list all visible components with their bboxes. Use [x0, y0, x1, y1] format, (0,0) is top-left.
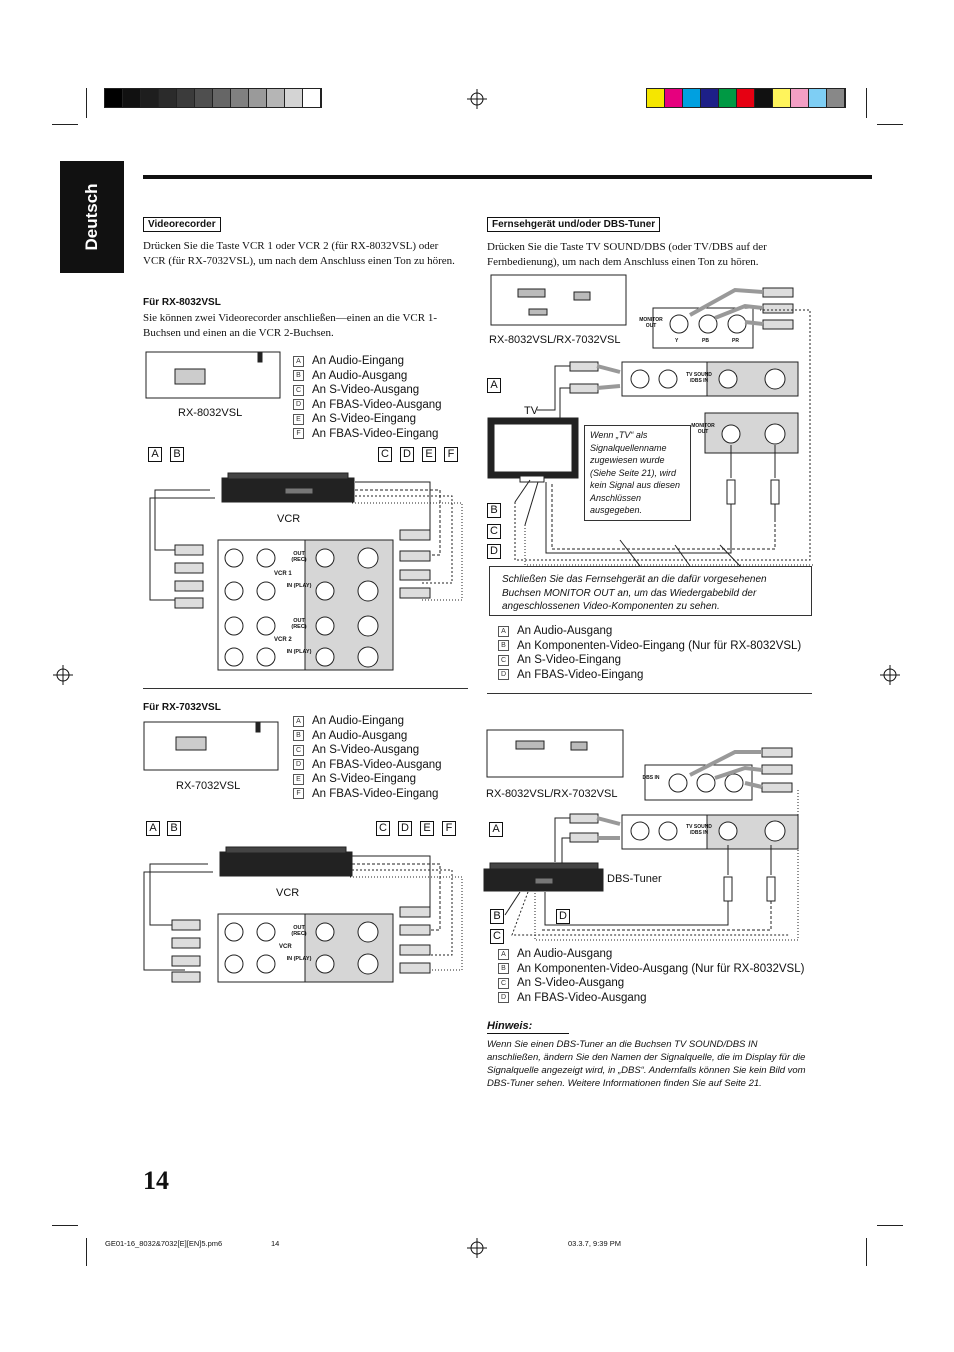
letter-d: D: [398, 821, 412, 836]
legend-key: C: [293, 745, 304, 756]
legend-key: B: [293, 370, 304, 381]
jack-label-tv-sound-dbs-in: TV SOUND /DBS IN: [686, 372, 712, 384]
legend-text: An S-Video-Ausgang: [312, 744, 420, 756]
rx8032-receiver-label: RX-8032VSL: [178, 407, 243, 419]
jack-label-pr: PR: [732, 338, 739, 344]
legend-key: D: [293, 399, 304, 410]
legend-key: A: [293, 356, 304, 367]
rx7032-title: Für RX-7032VSL: [143, 702, 221, 713]
legend-item: [498, 668, 801, 683]
letter-c: C: [487, 524, 501, 539]
jack-label-tv-sound-dbs-in: TV SOUND /DBS IN: [686, 824, 712, 836]
legend-text: An Audio-Ausgang: [312, 729, 408, 742]
dbs-legend: [498, 947, 804, 1005]
legend-item: [498, 976, 804, 991]
legend-key: D: [498, 992, 509, 1003]
hint-text: Wenn Sie einen DBS-Tuner an die Buchsen TV SOUND/DBS IN anschließen, ändern Sie den Namen der Signalquelle, die im Display für die Signalquelle angezeigt wird, in „DBS“. Andernfalls können Sie kein Bild vom DBS-Tuner sehen. Weitere Informationen finden Sie auf Seite 21.: [487, 1039, 806, 1089]
jack-label-out-rec: OUT (REC): [291, 618, 307, 630]
tv-name-callout: Wenn „TV“ als Signalquellenname zugewiesen wurde (Siehe Seite 21), wird kein Signal aus diesen Anschlüssen ausgegeben.: [584, 425, 691, 521]
letter-a: A: [146, 821, 160, 836]
legend-key: B: [293, 730, 304, 741]
rx8032-vcr-label: VCR: [277, 513, 301, 525]
legend-text: An Audio-Ausgang: [517, 625, 613, 637]
legend-item: [498, 639, 801, 654]
letter-c: C: [378, 447, 392, 462]
videorecorder-heading: Videorecorder: [143, 217, 221, 232]
legend-key: C: [293, 385, 304, 396]
legend-text: An Audio-Ausgang: [312, 369, 408, 382]
letter-d: D: [400, 447, 414, 462]
rx8032-title: Für RX-8032VSL: [143, 297, 221, 308]
monitor-out-callout: Schließen Sie das Fernsehgerät an die dafür vorgesehenen Buchsen MONITOR OUT an, um das Wiedergabebild der angeschlossenen Video-Komponenten zu sehen.: [489, 566, 812, 616]
legend-text: An FBAS-Video-Eingang: [312, 787, 439, 800]
legend-key: E: [293, 774, 304, 785]
legend-key: E: [293, 414, 304, 425]
letter-a: A: [148, 447, 162, 462]
dbs-receiver-label: RX-8032VSL/RX-7032VSL: [486, 788, 618, 800]
legend-key: F: [293, 788, 304, 799]
legend-text: An Audio-Ausgang: [517, 948, 613, 960]
legend-text: An S-Video-Ausgang: [517, 977, 625, 989]
jack-label-in-play: IN (PLAY): [286, 956, 312, 962]
tv-legend: [498, 624, 801, 682]
letter-e: E: [420, 821, 434, 836]
legend-item: [498, 991, 804, 1006]
jack-label-out-rec: OUT (REC): [291, 925, 307, 937]
legend-key: A: [293, 716, 304, 727]
letter-c: C: [376, 821, 390, 836]
jack-label-vcr1: VCR 1: [274, 571, 292, 577]
legend-key: A: [498, 626, 509, 637]
letter-d: D: [556, 909, 570, 924]
legend-text: An FBAS-Video-Eingang: [312, 427, 439, 440]
legend-text: An FBAS-Video-Eingang: [517, 668, 644, 681]
letter-b: B: [487, 503, 501, 518]
legend-key: D: [498, 669, 509, 680]
legend-key: D: [293, 759, 304, 770]
legend-text: An FBAS-Video-Ausgang: [312, 398, 442, 411]
jack-label-monitor-out: MONITOR OUT: [639, 317, 663, 329]
dbs-tuner-label: DBS-Tuner: [607, 873, 662, 885]
tv-dbs-heading: Fernsehgerät und/oder DBS-Tuner: [487, 217, 660, 232]
letter-e: E: [422, 447, 436, 462]
hint-title: Hinweis:: [487, 1020, 533, 1032]
legend-text: An S-Video-Eingang: [517, 654, 621, 666]
letter-f: F: [442, 821, 456, 836]
legend-item: [498, 947, 804, 962]
legend-text: An Komponenten-Video-Eingang (Nur für RX-8032VSL): [517, 639, 802, 652]
jack-label-out-rec: OUT (REC): [291, 551, 307, 563]
letter-b: B: [167, 821, 181, 836]
legend-text: An Audio-Eingang: [312, 355, 405, 367]
legend-text: An S-Video-Ausgang: [312, 384, 420, 396]
jack-label-vcr: VCR: [279, 944, 292, 950]
letter-d: D: [487, 544, 501, 559]
footer-date: 03.3.7, 9:39 PM: [568, 1239, 621, 1248]
letter-f: F: [444, 447, 458, 462]
legend-key: B: [498, 963, 509, 974]
section-divider: [487, 693, 812, 694]
legend-text: An S-Video-Eingang: [312, 413, 416, 425]
language-tab-label: Deutsch: [82, 183, 101, 251]
hint-underline: [487, 1033, 569, 1034]
legend-key: F: [293, 428, 304, 439]
legend-text: An Komponenten-Video-Ausgang (Nur für RX-8032VSL): [517, 962, 805, 975]
letter-b: B: [170, 447, 184, 462]
letter-a: A: [487, 378, 501, 393]
legend-key: B: [498, 640, 509, 651]
jack-label-vcr2: VCR 2: [274, 637, 292, 643]
legend-text: An S-Video-Eingang: [312, 773, 416, 785]
rx8032-text: Sie können zwei Videorecorder anschließen—einen an die VCR 1-Buchsen und einen an die VCR 2-Buchsen.: [143, 312, 438, 339]
letter-a: A: [489, 822, 503, 837]
tv-receiver-drawing: [491, 275, 626, 325]
tv-label: TV: [524, 405, 539, 417]
videorecorder-intro: Drücken Sie die Taste VCR 1 oder VCR 2 (für RX-8032VSL) oder VCR (für RX-7032VSL), um nach dem Anschluss einen Ton zu hören.: [143, 240, 455, 267]
footer-file: GE01-16_8032&7032[E][EN]5.pm6: [105, 1239, 223, 1248]
legend-key: C: [498, 978, 509, 989]
jack-label-dbs-in: DBS IN: [642, 775, 660, 781]
legend-text: An Audio-Eingang: [312, 715, 405, 727]
tv-dbs-intro: Drücken Sie die Taste TV SOUND/DBS (oder TV/DBS auf der Fernbedienung), um nach dem Anschluss einen Ton zu hören.: [487, 241, 767, 268]
rx7032-vcr-label: VCR: [276, 887, 300, 899]
legend-key: C: [498, 655, 509, 666]
page-number: 14: [143, 1166, 169, 1195]
jack-label-monitor-out: MONITOR OUT: [691, 423, 715, 435]
footer-page: 14: [271, 1239, 280, 1248]
legend-item: [498, 962, 804, 977]
jack-label-y: Y: [675, 338, 679, 344]
legend-item: [498, 624, 801, 639]
legend-item: [498, 653, 801, 668]
legend-key: A: [498, 949, 509, 960]
dbs-receiver-drawing: [487, 730, 623, 777]
letter-b: B: [490, 909, 504, 924]
legend-text: An FBAS-Video-Ausgang: [517, 991, 647, 1004]
letter-c: C: [490, 929, 504, 944]
jack-label-in-play: IN (PLAY): [286, 649, 312, 655]
tv-receiver-label: RX-8032VSL/RX-7032VSL: [489, 334, 621, 346]
rx7032-receiver-label: RX-7032VSL: [176, 780, 241, 792]
jack-label-pb: PB: [702, 338, 709, 344]
jack-label-in-play: IN (PLAY): [286, 583, 312, 589]
legend-text: An FBAS-Video-Ausgang: [312, 758, 442, 771]
